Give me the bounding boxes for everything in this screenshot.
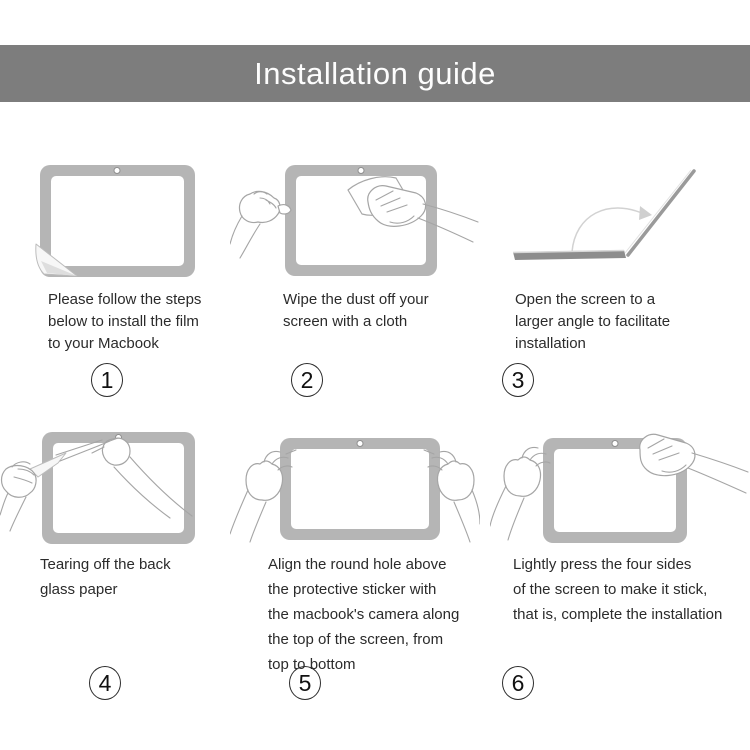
step-3-caption bbox=[515, 289, 670, 355]
press-sides-icon bbox=[490, 420, 750, 545]
caption-line: Lightly press the four sides bbox=[513, 556, 692, 573]
caption-line: screen with a cloth bbox=[283, 313, 408, 330]
step-2-caption bbox=[283, 289, 429, 333]
step-4-caption bbox=[40, 552, 171, 602]
tear-back-paper-icon bbox=[0, 425, 250, 550]
step-4-number-badge bbox=[89, 666, 121, 700]
caption-line: of the screen to make it stick, bbox=[513, 581, 708, 598]
macbook-film-peel-icon bbox=[10, 160, 230, 285]
step-3-number-badge bbox=[502, 363, 534, 397]
step-3-open-laptop-illustration bbox=[490, 160, 720, 285]
caption-line: Open the screen to a bbox=[515, 291, 656, 308]
step-1-number-badge bbox=[91, 363, 123, 397]
camera-dot-icon bbox=[612, 441, 618, 447]
wipe-cloth-icon bbox=[230, 160, 480, 285]
step-6-press-illustration bbox=[490, 420, 750, 545]
step-2-number-badge bbox=[291, 363, 323, 397]
caption-line: Wipe the dust off your bbox=[283, 291, 429, 308]
caption-line: to your Macbook bbox=[48, 335, 159, 352]
step-6-number-badge bbox=[502, 666, 534, 700]
step-number: 4 bbox=[98, 669, 112, 696]
step-5-align-illustration bbox=[230, 420, 480, 545]
open-direction-arc bbox=[572, 208, 644, 252]
caption-line: that is, complete the installation bbox=[513, 606, 723, 623]
caption-line: Tearing off the back bbox=[40, 556, 171, 573]
left-hand-gripping-edge bbox=[230, 191, 291, 258]
header-banner bbox=[0, 45, 750, 102]
caption-line: Align the round hole above bbox=[268, 556, 447, 573]
align-film-icon bbox=[230, 420, 480, 545]
step-number: 1 bbox=[100, 366, 114, 393]
caption-line: the protective sticker with bbox=[268, 581, 437, 598]
step-4-tear-illustration bbox=[0, 425, 250, 550]
step-number: 3 bbox=[511, 366, 525, 393]
camera-dot-icon bbox=[357, 441, 363, 447]
caption-line: below to install the film bbox=[48, 313, 199, 330]
step-5-caption bbox=[268, 552, 459, 677]
step-number: 6 bbox=[511, 669, 525, 696]
caption-line: Please follow the steps bbox=[48, 291, 202, 308]
left-hand-pinching-film bbox=[0, 462, 36, 531]
page-title: Installation guide bbox=[254, 55, 496, 91]
open-laptop-icon bbox=[490, 160, 720, 285]
left-hand-pressing-edge bbox=[490, 447, 550, 540]
step-6-caption bbox=[513, 552, 722, 627]
caption-line: top to bottom bbox=[268, 656, 356, 673]
laptop-lid bbox=[628, 171, 694, 255]
tablet-screen bbox=[51, 176, 184, 266]
camera-dot-icon bbox=[114, 168, 120, 174]
caption-line: installation bbox=[515, 335, 586, 352]
caption-line: larger angle to facilitate bbox=[515, 313, 671, 330]
step-1-caption bbox=[48, 289, 201, 355]
arrow-head-icon bbox=[639, 206, 652, 220]
step-1-film-peel-illustration bbox=[10, 160, 230, 285]
laptop-lid-highlight bbox=[625, 170, 691, 253]
step-number: 5 bbox=[298, 669, 312, 696]
step-2-wipe-illustration bbox=[230, 160, 480, 285]
step-number: 2 bbox=[300, 366, 314, 393]
caption-line: the top of the screen, from bbox=[268, 631, 444, 648]
caption-line: glass paper bbox=[40, 581, 118, 598]
step-5-number-badge bbox=[289, 666, 321, 700]
tablet-screen bbox=[291, 449, 429, 529]
camera-dot-icon bbox=[358, 168, 364, 174]
caption-line: the macbook's camera along bbox=[268, 606, 460, 623]
